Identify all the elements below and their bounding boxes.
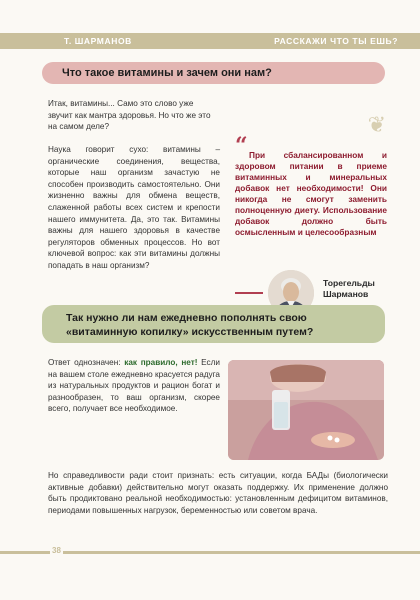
answer-rest: Если на вашем столе ежедневно красуется радуга из натуральных продуктов и рацион богат и разнообразен, то ваш организм, скорее всего, получает все необходимое.: [48, 358, 220, 414]
answer-lead: Ответ однозначен:: [48, 358, 125, 367]
page-number: 38: [52, 546, 61, 555]
pull-quote-text: При сбалансированном и здоровом питании в приеме витаминных и минеральных добавок нет необходимости! Они никогда не смогут заменить полноценную диету. Использование добавок должно быть осмысленным и целесообразным: [235, 150, 387, 237]
running-header: [0, 33, 420, 49]
science-paragraph: Наука говорит сухо: витамины – органические соединения, вещества, которые наш организм зачастую не способен производить самостоятельно. Они жизненно важны для обмена веществ, слаженной работы всех систем и крепости нашего иммунитета. Да, это так. Витамины важны для нашего здоровья в качестве регуляторов обменных процессов. Но вот ключевой вопрос: как эти витамины должны попадать в наш организм?: [48, 145, 220, 270]
answer-emphasis: как правило, нет!: [124, 358, 198, 367]
closing-paragraph: Но справедливости ради стоит признать: есть ситуации, когда БАДы (биологически активные добавки) действительно могут оказать поддержку. Их применение должно быть продиктовано реальной необходимостью: установленным дефицитом витаминов, периодами повышенных нагрузок, беременностью или советом врача.: [48, 471, 388, 515]
author-last-name: Шарманов: [323, 289, 369, 299]
quote-mark-icon: “: [235, 133, 248, 159]
intro-paragraph: Итак, витамины... Само это слово уже звучит как мантра здоровья. Но что же это на самом деле?: [48, 99, 211, 132]
section2-title-line1: Так нужно ли нам ежедневно пополнять свою: [66, 312, 307, 324]
footer-rule: [0, 551, 420, 554]
author-divider: [235, 292, 263, 294]
section-title-supplements: [42, 305, 385, 343]
woman-with-water-photo: [228, 360, 384, 460]
author-header: Т. ШАРМАНОВ: [64, 36, 132, 46]
section2-title-line2: «витаминную копилку» искусственным путем?: [66, 326, 314, 338]
answer-paragraph: [48, 357, 220, 415]
leaf-decoration-icon: ❦: [367, 112, 386, 137]
book-title-header: РАССКАЖИ ЧТО ТЫ ЕШЬ?: [274, 36, 398, 46]
quote-author: [323, 278, 375, 300]
pull-quote: [235, 150, 387, 238]
section-title-vitamins: Что такое витамины и зачем они нам?: [42, 62, 385, 84]
author-first-name: Торегельды: [323, 278, 375, 288]
